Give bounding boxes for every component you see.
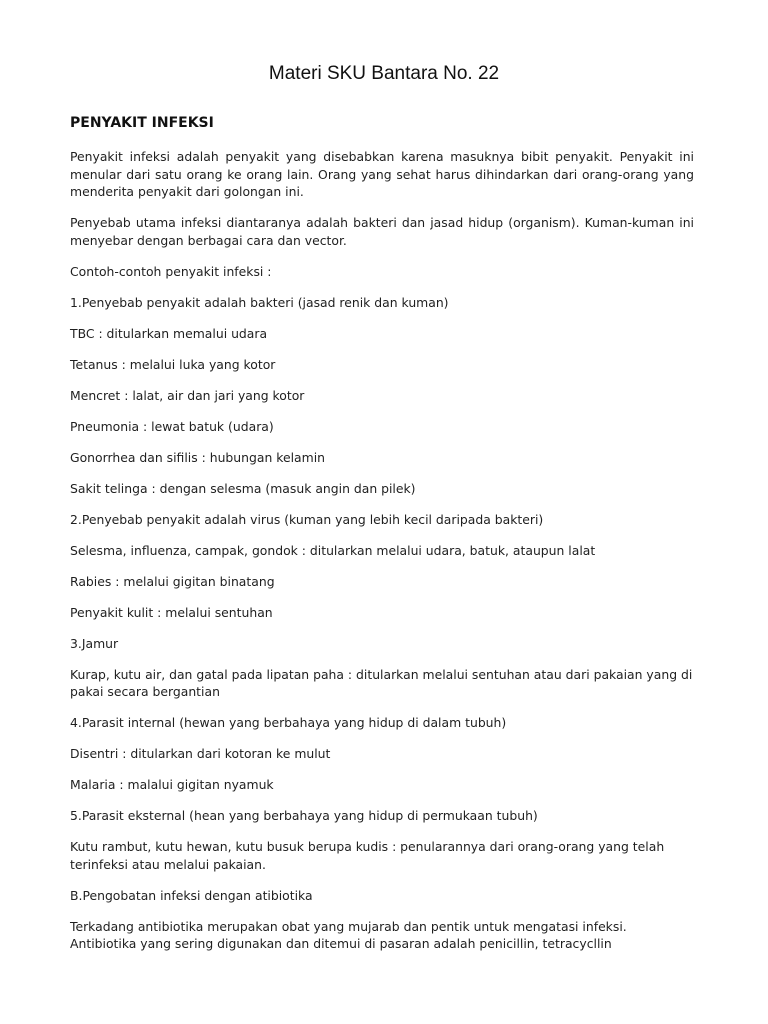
paragraph: Malaria : malalui gigitan nyamuk	[70, 777, 274, 793]
paragraph: 1.Penyebab penyakit adalah bakteri (jasad renik dan kuman)	[70, 294, 449, 310]
paragraph: 4.Parasit internal (hewan yang berbahaya yang hidup di dalam tubuh)	[70, 715, 507, 731]
paragraph: Gonorrhea dan sifilis : hubungan kelamin	[70, 449, 326, 465]
paragraph: TBC : ditularkan memalui udara	[70, 325, 268, 341]
paragraph: Penyebab utama infeksi diantaranya adalah bakteri dan jasad hidup (organism). Kuman-kuman ini menyebar dengan berbagai cara dan vector.	[70, 215, 694, 248]
paragraph: Disentri : ditularkan dari kotoran ke mulut	[70, 746, 331, 762]
document-title: Materi SKU Bantara No. 22	[268, 63, 500, 84]
paragraph: 5.Parasit eksternal (hean yang berbahaya yang hidup di permukaan tubuh)	[70, 808, 538, 824]
paragraph: Terkadang antibiotika merupakan obat yang mujarab dan pentik untuk mengatasi infeksi. Antibiotika yang sering digunakan dan ditemui di pasaran adalah penicillin, tetracycllin	[70, 918, 627, 952]
paragraph: Tetanus : melalui luka yang kotor	[70, 356, 276, 372]
paragraph: Contoh-contoh penyakit infeksi :	[70, 263, 272, 279]
paragraph: Kutu rambut, kutu hewan, kutu busuk berupa kudis : penularannya dari orang-orang yang telah terinfeksi atau melalui pakaian.	[70, 839, 665, 872]
paragraph: Penyakit kulit : melalui sentuhan	[70, 604, 273, 620]
paragraph: 3.Jamur	[70, 635, 119, 651]
paragraph: Pneumonia : lewat batuk (udara)	[70, 418, 274, 434]
paragraph: Rabies : melalui gigitan binatang	[70, 573, 275, 589]
paragraph: B.Pengobatan infeksi dengan atibiotika	[70, 887, 313, 903]
paragraph: Mencret : lalat, air dan jari yang kotor	[70, 387, 305, 403]
paragraph: Penyakit infeksi adalah penyakit yang disebabkan karena masuknya bibit penyakit. Penyakit ini menular dari satu orang ke orang lain. Orang yang sehat harus dihindarkan dari orang-orang yang menderita penyakit dari golongan ini.	[70, 149, 694, 200]
paragraph: Kurap, kutu air, dan gatal pada lipatan paha : ditularkan melalui sentuhan atau dari pakaian yang di pakai secara bergantian	[70, 666, 693, 700]
paragraph: 2.Penyebab penyakit adalah virus (kuman yang lebih kecil daripada bakteri)	[70, 511, 544, 527]
paragraph: Selesma, influenza, campak, gondok : ditularkan melalui udara, batuk, ataupun lalat	[70, 542, 596, 558]
document-body	[70, 148, 694, 966]
paragraph: Sakit telinga : dengan selesma (masuk angin dan pilek)	[70, 480, 416, 496]
section-heading: PENYAKIT INFEKSI	[70, 115, 214, 131]
